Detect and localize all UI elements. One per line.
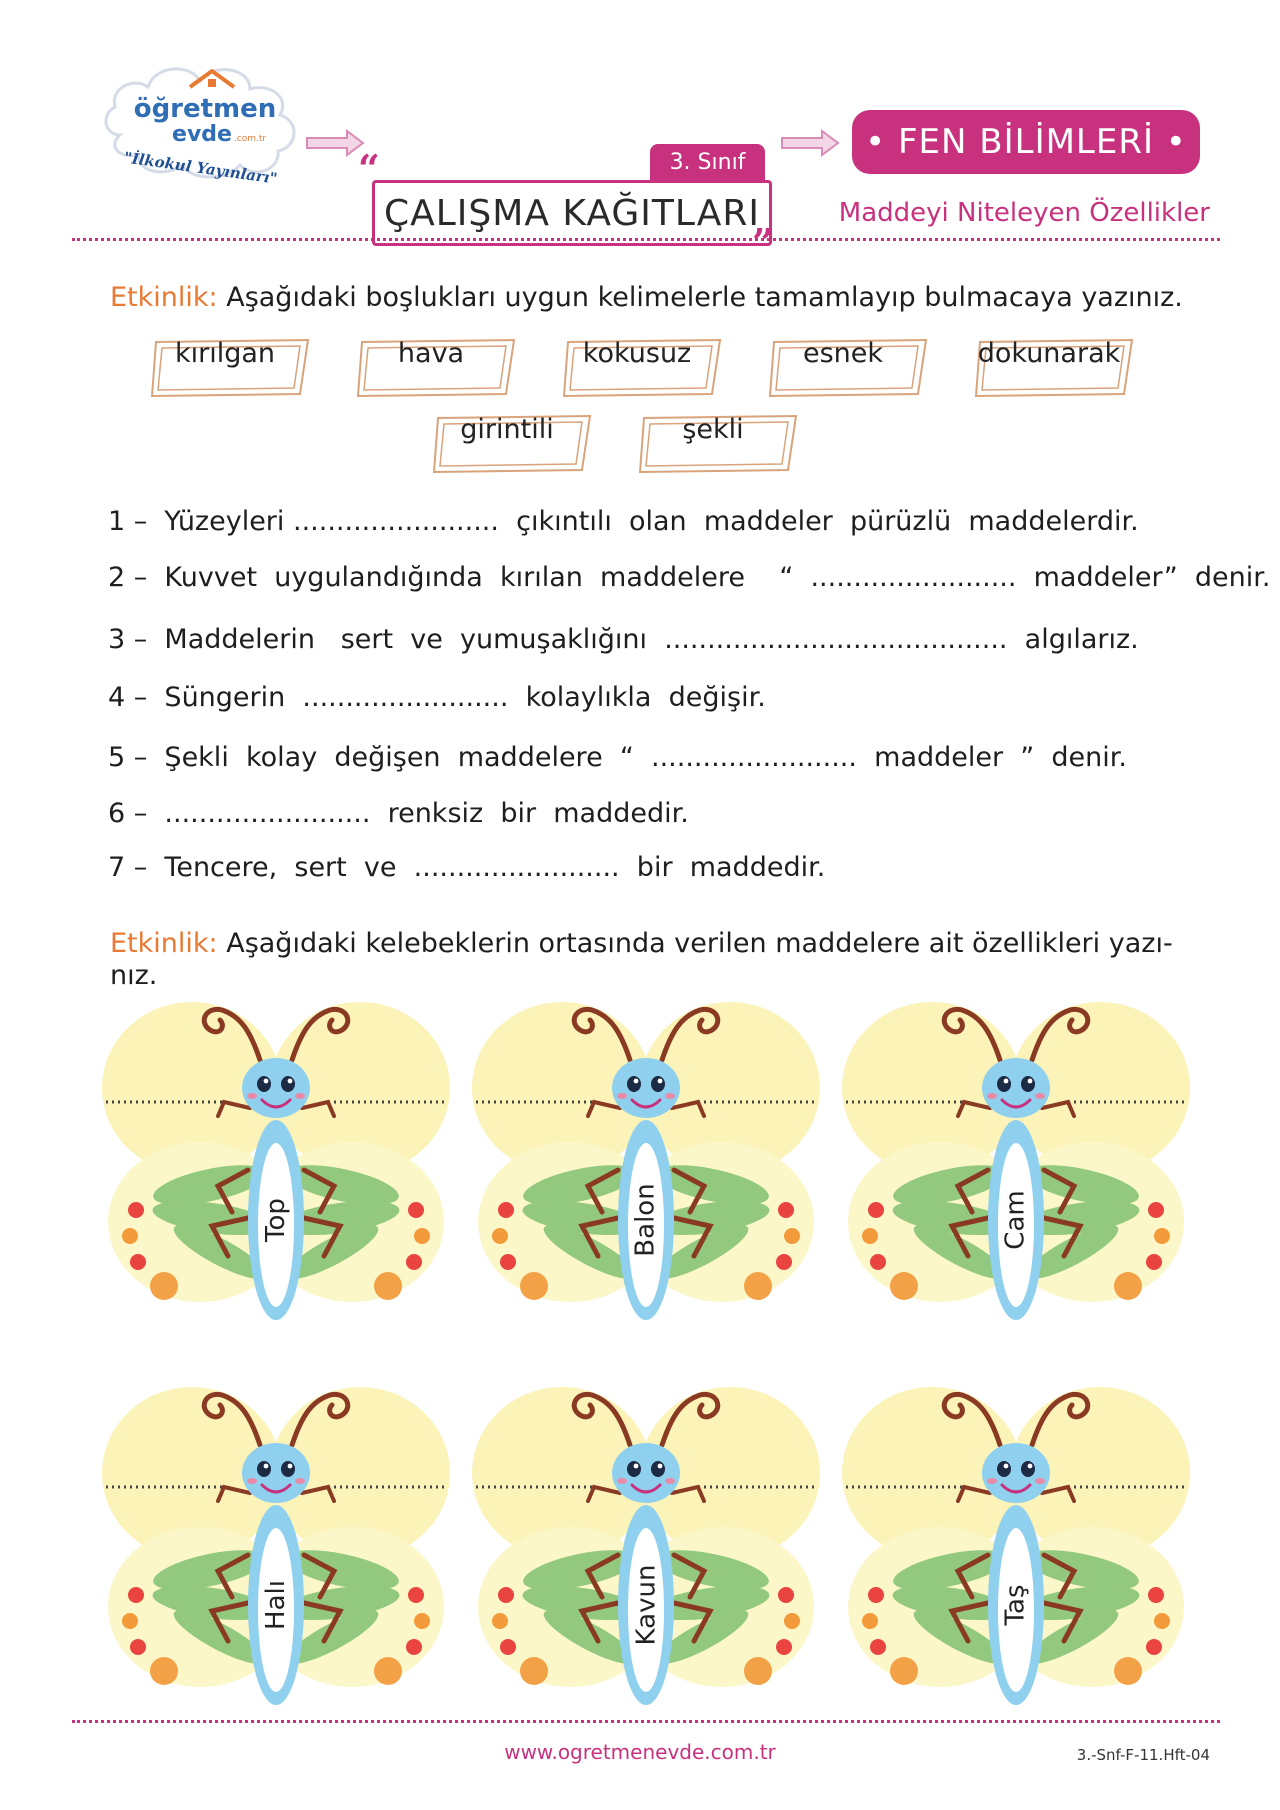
butterfly-label bbox=[248, 1525, 304, 1685]
butterfly-label bbox=[618, 1525, 674, 1685]
footer-url[interactable]: www.ogretmenevde.com.tr bbox=[504, 1740, 776, 1764]
word-box bbox=[432, 414, 582, 470]
butterfly-label bbox=[988, 1525, 1044, 1685]
title-block bbox=[358, 72, 780, 265]
question-item: 5 – Şekli kolay değişen maddelere “ ........................ maddeler ” denir. bbox=[108, 742, 1127, 773]
butterfly-card bbox=[840, 1375, 1192, 1715]
word-text: şekli bbox=[682, 414, 744, 445]
logo-domain: .com.tr bbox=[233, 134, 267, 144]
word-text: dokunarak bbox=[977, 338, 1121, 369]
close-quote-icon: ” bbox=[752, 220, 774, 265]
footer-divider bbox=[72, 1720, 1220, 1723]
word-text: esnek bbox=[802, 338, 884, 369]
word-text: kokusuz bbox=[582, 338, 692, 369]
material-name: Taş bbox=[1001, 1584, 1031, 1626]
activity-label: Etkinlik: bbox=[110, 928, 218, 959]
butterfly-card bbox=[470, 990, 822, 1330]
activity2-instruction bbox=[110, 928, 1190, 959]
header-divider bbox=[72, 238, 1220, 241]
logo-text-bottom: evde bbox=[172, 122, 232, 147]
question-item: 2 – Kuvvet uygulandığında kırılan maddelere “ ........................ maddeler” denir. bbox=[108, 562, 1271, 593]
question-item: 7 – Tencere, sert ve ........................ bir maddedir. bbox=[108, 852, 826, 883]
butterfly-card bbox=[100, 1375, 452, 1715]
butterfly-card bbox=[840, 990, 1192, 1330]
question-item: 4 – Süngerin ........................ kolaylıkla değişir. bbox=[108, 682, 766, 713]
activity2-instruction-cont: nız. bbox=[110, 960, 158, 991]
logo bbox=[100, 55, 310, 215]
butterfly-label bbox=[988, 1140, 1044, 1300]
activity-label: Etkinlik: bbox=[110, 282, 218, 313]
butterfly-label bbox=[248, 1140, 304, 1300]
question-item: 1 – Yüzeyleri ........................ çıkıntılı olan maddeler pürüzlü maddelerdir. bbox=[108, 506, 1139, 537]
word-text: girintili bbox=[460, 414, 554, 445]
word-box bbox=[974, 338, 1124, 394]
word-box bbox=[638, 414, 788, 470]
word-text: hava bbox=[397, 338, 465, 369]
logo-tagline: "İlkokul Yayınları" bbox=[122, 148, 279, 188]
footer-code: 3.-Snf-F-11.Hft-04 bbox=[1076, 1746, 1210, 1764]
butterfly-card bbox=[470, 1375, 822, 1715]
question-item: 6 – ........................ renksiz bir maddedir. bbox=[108, 798, 689, 829]
logo-text-top: öğretmen bbox=[133, 94, 277, 124]
topic-title: Maddeyi Niteleyen Özellikler bbox=[838, 198, 1210, 228]
arrow-right-icon bbox=[780, 128, 842, 158]
question-item: 3 – Maddelerin sert ve yumuşaklığını ........................................ algılarız. bbox=[108, 624, 1139, 655]
open-quote-icon: “ bbox=[358, 146, 380, 191]
butterfly-card bbox=[100, 990, 452, 1330]
word-box bbox=[768, 338, 918, 394]
word-box bbox=[150, 338, 300, 394]
material-name: Top bbox=[261, 1198, 291, 1242]
material-name: Halı bbox=[261, 1580, 291, 1630]
grade-badge: 3. Sınıf bbox=[650, 144, 765, 182]
activity-text: Aşağıdaki boşlukları uygun kelimelerle tamamlayıp bulmacaya yazınız. bbox=[217, 282, 1183, 313]
word-box bbox=[356, 338, 506, 394]
activity-text: Aşağıdaki kelebeklerin ortasında verilen maddelere ait özellikleri yazı- bbox=[217, 928, 1173, 959]
subject-badge: • FEN BİLİMLERİ • bbox=[852, 110, 1200, 174]
word-box bbox=[562, 338, 712, 394]
word-text: kırılgan bbox=[174, 338, 276, 369]
material-name: Cam bbox=[1001, 1190, 1032, 1250]
material-name: Balon bbox=[631, 1183, 662, 1257]
material-name: Kavun bbox=[631, 1564, 661, 1646]
worksheet-title: ÇALIŞMA KAĞITLARI bbox=[372, 180, 772, 246]
activity1-instruction bbox=[110, 282, 1183, 313]
butterfly-label bbox=[618, 1140, 674, 1300]
